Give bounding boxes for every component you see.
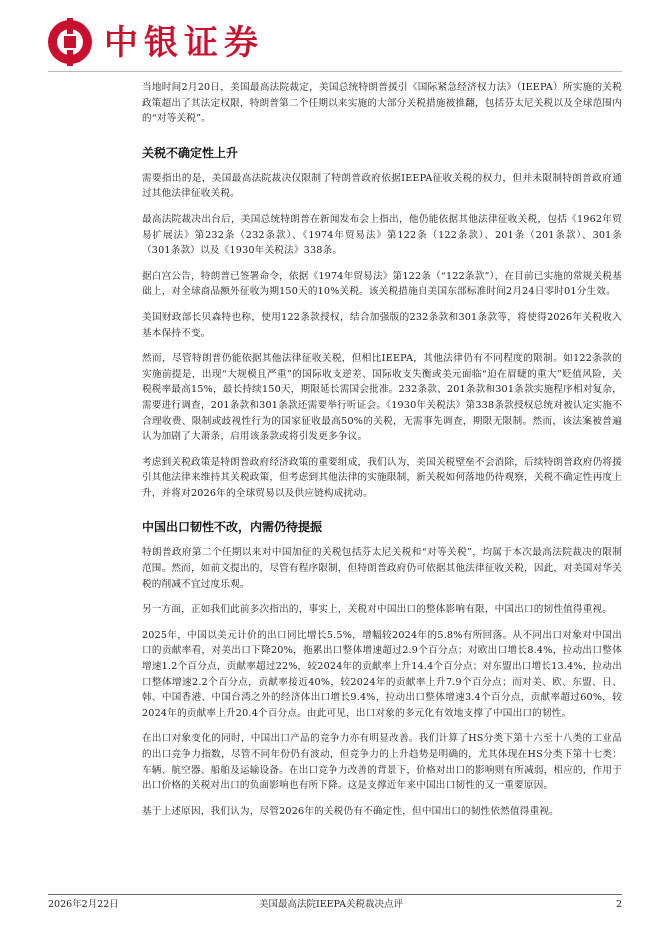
logo-bar-top	[67, 18, 73, 34]
body-paragraph: 考虑到关税政策是特朗普政府经济政策的重要组成，我们认为，美国关税壁垒不会消除，后续特朗普政府仍将援引其他法律来维持其关税政策，但考虑到其他法律的实施限制，新关税如何落地仍待观察，关税不确定性再度上升，并将对2026年的全球贸易以及供应链构成扰动。	[142, 456, 622, 499]
body-paragraph: 特朗普政府第二个任期以来对中国加征的关税包括芬太尼关税和“对等关税”，均属于本次最高法院裁决的限制范围。然而，如前文提出的，尽管有程序限制，但特朗普政府仍可依据其他法律征收关税，因此，对美国对华关税的削减不宜过度乐观。	[142, 547, 622, 590]
body-paragraph: 然而，尽管特朗普仍能依据其他法律征收关税，但相比IEEPA，其他法律仍有不同程度的限制。如122条款的实施前提是，出现“大规模且严重”的国际收支逆差、国际收支失衡或美元面临“迫在眉睫的重大”贬值风险，关税税率最高15%，最长持续150天，期限延长需国会批准。232条款、201条款和301条款实施程序相对复杂，需要进行调查，201条款和301条款还需要举行听证会。《1930年关税法》第338条款授权总统对被认定实施不合理收费、限制或歧视性行为的国家征收最高50%的关税，无需事先调查，期限无限制。然而，该法案被普遍认为加剧了大萧条，启用该条款或将引发更多争议。	[142, 353, 622, 443]
body-paragraph: 在出口对象变化的同时，中国出口产品的竞争力亦有明显改善。我们计算了HS分类下第十六至十八类的工业品的出口竞争力指数，尽管不同年份仍有波动，但竞争力的上升趋势是明确的，尤其体现在HS分类下第十七类：车辆、航空器、船舶及运输设备。在出口竞争力改善的背景下，价格对出口的影响则有所减弱，相应的，作用于出口价格的关税对出口的负面影响也有所下降。这是支撑近年来中国出口韧性的又一重要原因。	[142, 733, 622, 792]
body-paragraph: 2025年，中国以美元计价的出口同比增长5.5%，增幅较2024年的5.8%有所回落。从不同出口对象对中国出口的贡献率看，对美出口下降20%，拖累出口整体增速超过2.9个百分点；对欧出口增长8.4%，拉动出口整体增速1.2个百分点，贡献率超过22%，较2024年的贡献率上升14.4个百分点；对东盟出口增长13.4%，拉动出口整体增速2.2个百分点，贡献率接近40%，较2024年的贡献率上升7.9个百分点；而对美、欧、东盟、日、韩、中国香港、中国台湾之外的经济体出口增长9.4%，拉动出口整体增速3.4个百分点，贡献率超过60%，较2024年的贡献率上升20.4个百分点。由此可见，出口对象的多元化有效地支撑了中国出口的韧性。	[142, 629, 622, 719]
body-paragraph: 基于上述原因，我们认为，尽管2026年的关税仍有不确定性，但中国出口的韧性依然值得重视。	[142, 805, 559, 817]
footer-divider	[48, 894, 622, 895]
body-paragraph: 需要指出的是，美国最高法院裁决仅限制了特朗普政府依据IEEPA征收关税的权力，但并未限制特朗普政府通过其他法律征收关税。	[142, 172, 622, 200]
body-paragraph: 据白宫公告，特朗普已签署命令，依据《1974年贸易法》第122条（“122条款”），在目前已实施的常规关税基础上，对全球商品额外征收为期150天的10%关税。该关税措施自美国东部标准时间2月24日零时01分生效。	[142, 270, 622, 298]
header-divider	[48, 71, 622, 72]
logo-bar-bottom	[67, 50, 73, 66]
section-title-tariff-uncertainty: 关税不确定性上升	[142, 145, 239, 160]
page-number: 2	[615, 899, 622, 910]
footer-report-title: 美国最高法院IEEPA关税裁决点评	[258, 899, 403, 910]
intro-paragraph: 当地时间2月20日，美国最高法院裁定，美国总统特朗普援引《国际紧急经济权力法》（IEEPA）所实施的关税政策超出了其法定权限，特朗普第二个任期以来实施的大部分关税措施被推翻，包括芬太尼关税以及全球范围内的“对等关税”。	[142, 82, 622, 125]
section-title-export-resilience: 中国出口韧性不改，内需仍待提振	[142, 520, 323, 535]
body-paragraph: 最高法院裁决出台后，美国总统特朗普在新闻发布会上指出，他仍能依据其他法律征收关税，包括《1962年贸易扩展法》第232条（232条款）、《1974年贸易法》第122条（122条款）、201条（201条款）、301条（301条款）以及《1930年关税法》338条。	[142, 213, 622, 257]
body-paragraph: 另一方面，正如我们此前多次指出的，事实上，关税对中国出口的整体影响有限，中国出口的韧性值得重视。	[142, 604, 613, 616]
report-body	[142, 80, 622, 829]
report-header	[48, 18, 628, 70]
footer-date: 2026年2月22日	[48, 899, 119, 910]
body-paragraph: 美国财政部长贝森特也称，使用122条款授权，结合加强版的232条款和301条款等，将使得2026年关税收入基本保持不变。	[142, 311, 622, 339]
brand-name: 中银证券	[104, 23, 264, 63]
